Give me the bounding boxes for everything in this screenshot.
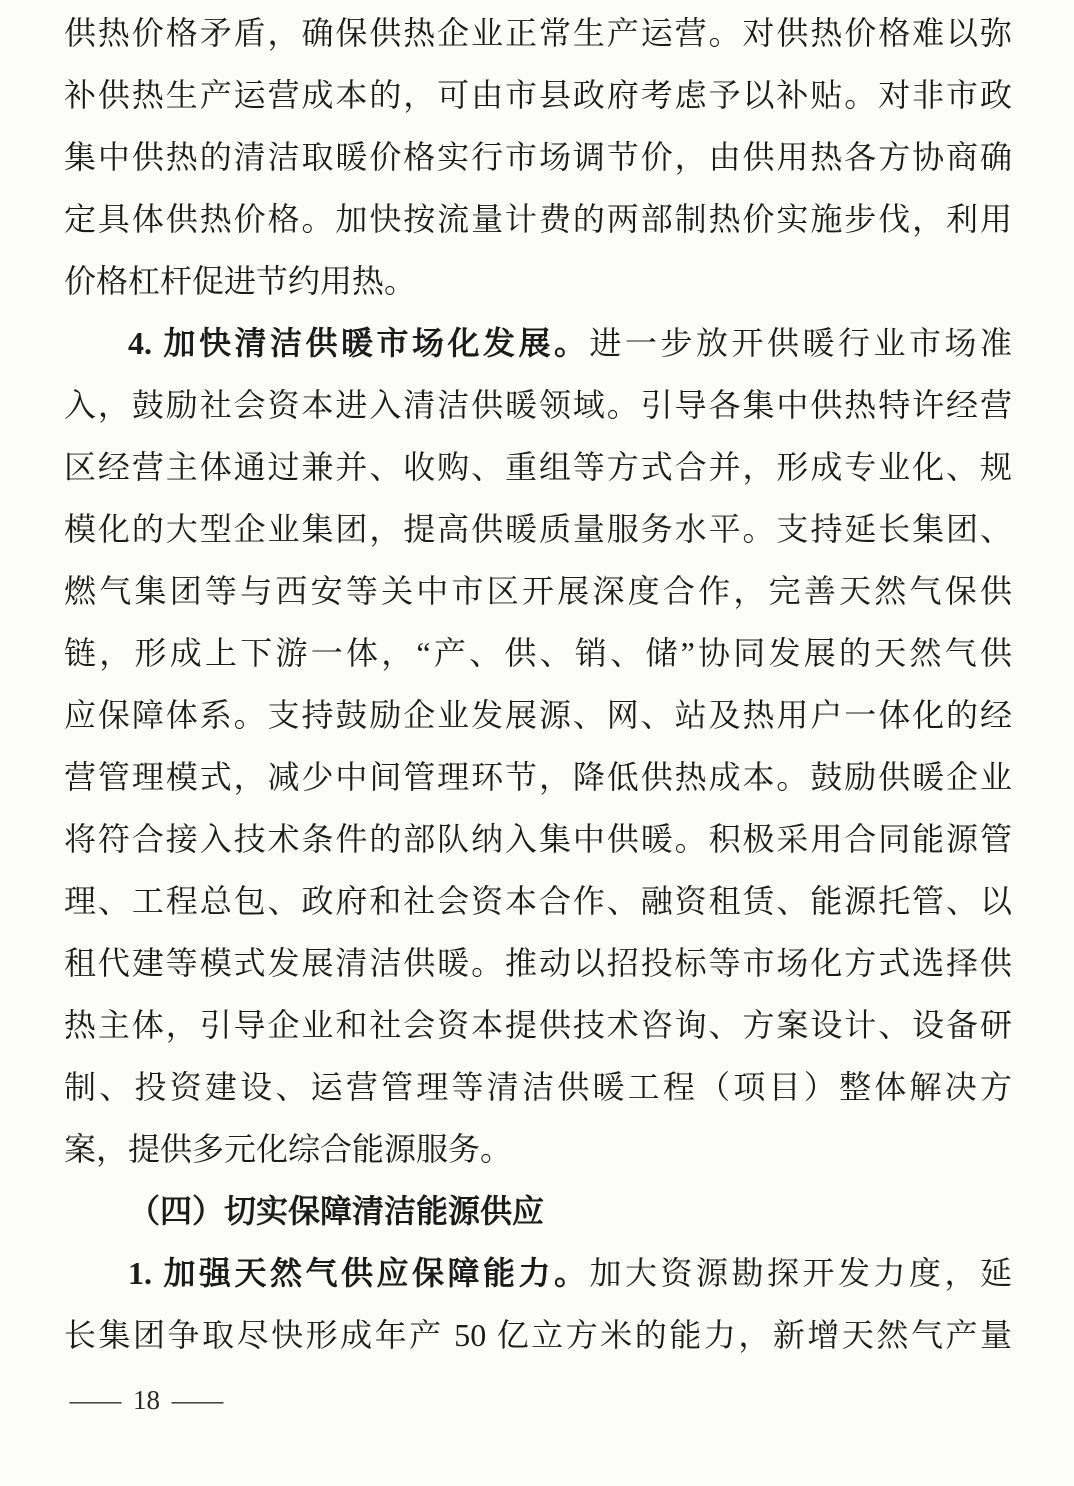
text-segment: 案，提供多元化综合能源服务。	[64, 1131, 513, 1167]
text-line	[64, 1242, 1012, 1304]
text-line	[64, 932, 1012, 994]
text-line	[64, 64, 1012, 126]
text-line	[64, 374, 1012, 436]
text-segment: 集中供热的清洁取暖价格实行市场调节价，由供用热各方协商确	[64, 139, 1012, 175]
text-segment: 长集团争取尽快形成年产 50 亿立方米的能力，新增天然气产量	[64, 1317, 1012, 1353]
text-line	[64, 870, 1012, 932]
text-line	[64, 560, 1012, 622]
text-line	[64, 188, 1012, 250]
text-segment: 营管理模式，减少中间管理环节，降低供热成本。鼓励供暖企业	[64, 759, 1012, 795]
text-segment: 进一步放开供暖行业市场准	[589, 325, 1012, 361]
text-line	[64, 684, 1012, 746]
text-segment: 将符合接入技术条件的部队纳入集中供暖。积极采用合同能源管	[64, 821, 1012, 857]
text-line	[64, 2, 1012, 64]
text-line	[64, 126, 1012, 188]
text-line	[64, 436, 1012, 498]
text-segment: 理、工程总包、政府和社会资本合作、融资租赁、能源托管、以	[64, 883, 1012, 919]
page-number-value: 18	[133, 1385, 160, 1415]
text-line	[64, 1056, 1012, 1118]
text-segment: 链，形成上下游一体，“产、供、销、储”协同发展的天然气供	[64, 635, 1012, 671]
text-segment: 租代建等模式发展清洁供暖。推动以招投标等市场化方式选择供	[64, 945, 1012, 981]
text-line	[64, 1118, 1012, 1180]
text-segment: 热主体，引导企业和社会资本提供技术咨询、方案设计、设备研	[64, 1007, 1012, 1043]
text-line	[64, 312, 1012, 374]
text-line	[64, 1180, 1012, 1242]
text-segment: 燃气集团等与西安等关中市区开展深度合作，完善天然气保供	[64, 573, 1012, 609]
page-number	[0, 1380, 1074, 1420]
emphasis-text-segment: 4. 加快清洁供暖市场化发展。	[128, 325, 590, 361]
text-line	[64, 994, 1012, 1056]
emphasis-text-segment: （四）切实保障清洁能源供应	[128, 1193, 545, 1229]
text-line	[64, 746, 1012, 808]
text-segment: 加大资源勘探开发力度，延	[589, 1255, 1012, 1291]
text-segment: 制、投资建设、运营管理等清洁供暖工程（项目）整体解决方	[64, 1069, 1012, 1105]
text-line	[64, 498, 1012, 560]
text-segment: 供热价格矛盾，确保供热企业正常生产运营。对供热价格难以弥	[64, 15, 1012, 51]
text-segment: 入，鼓励社会资本进入清洁供暖领域。引导各集中供热特许经营	[64, 387, 1012, 423]
text-segment: 定具体供热价格。加快按流量计费的两部制热价实施步伐，利用	[64, 201, 1012, 237]
text-line	[64, 622, 1012, 684]
emphasis-text-segment: 1. 加强天然气供应保障能力。	[128, 1255, 590, 1291]
text-line	[64, 250, 1012, 312]
text-segment: 补供热生产运营成本的，可由市县政府考虑予以补贴。对非市政	[64, 77, 1012, 113]
footer-dash-right: —	[171, 1385, 224, 1415]
text-segment: 区经营主体通过兼并、收购、重组等方式合并，形成专业化、规	[64, 449, 1012, 485]
footer-dash-left: —	[69, 1385, 122, 1415]
text-line	[64, 1304, 1012, 1366]
text-segment: 应保障体系。支持鼓励企业发展源、网、站及热用户一体化的经	[64, 697, 1012, 733]
text-segment: 模化的大型企业集团，提高供暖质量服务水平。支持延长集团、	[64, 511, 1012, 547]
text-segment: 价格杠杆促进节约用热。	[64, 263, 417, 299]
text-line	[64, 808, 1012, 870]
